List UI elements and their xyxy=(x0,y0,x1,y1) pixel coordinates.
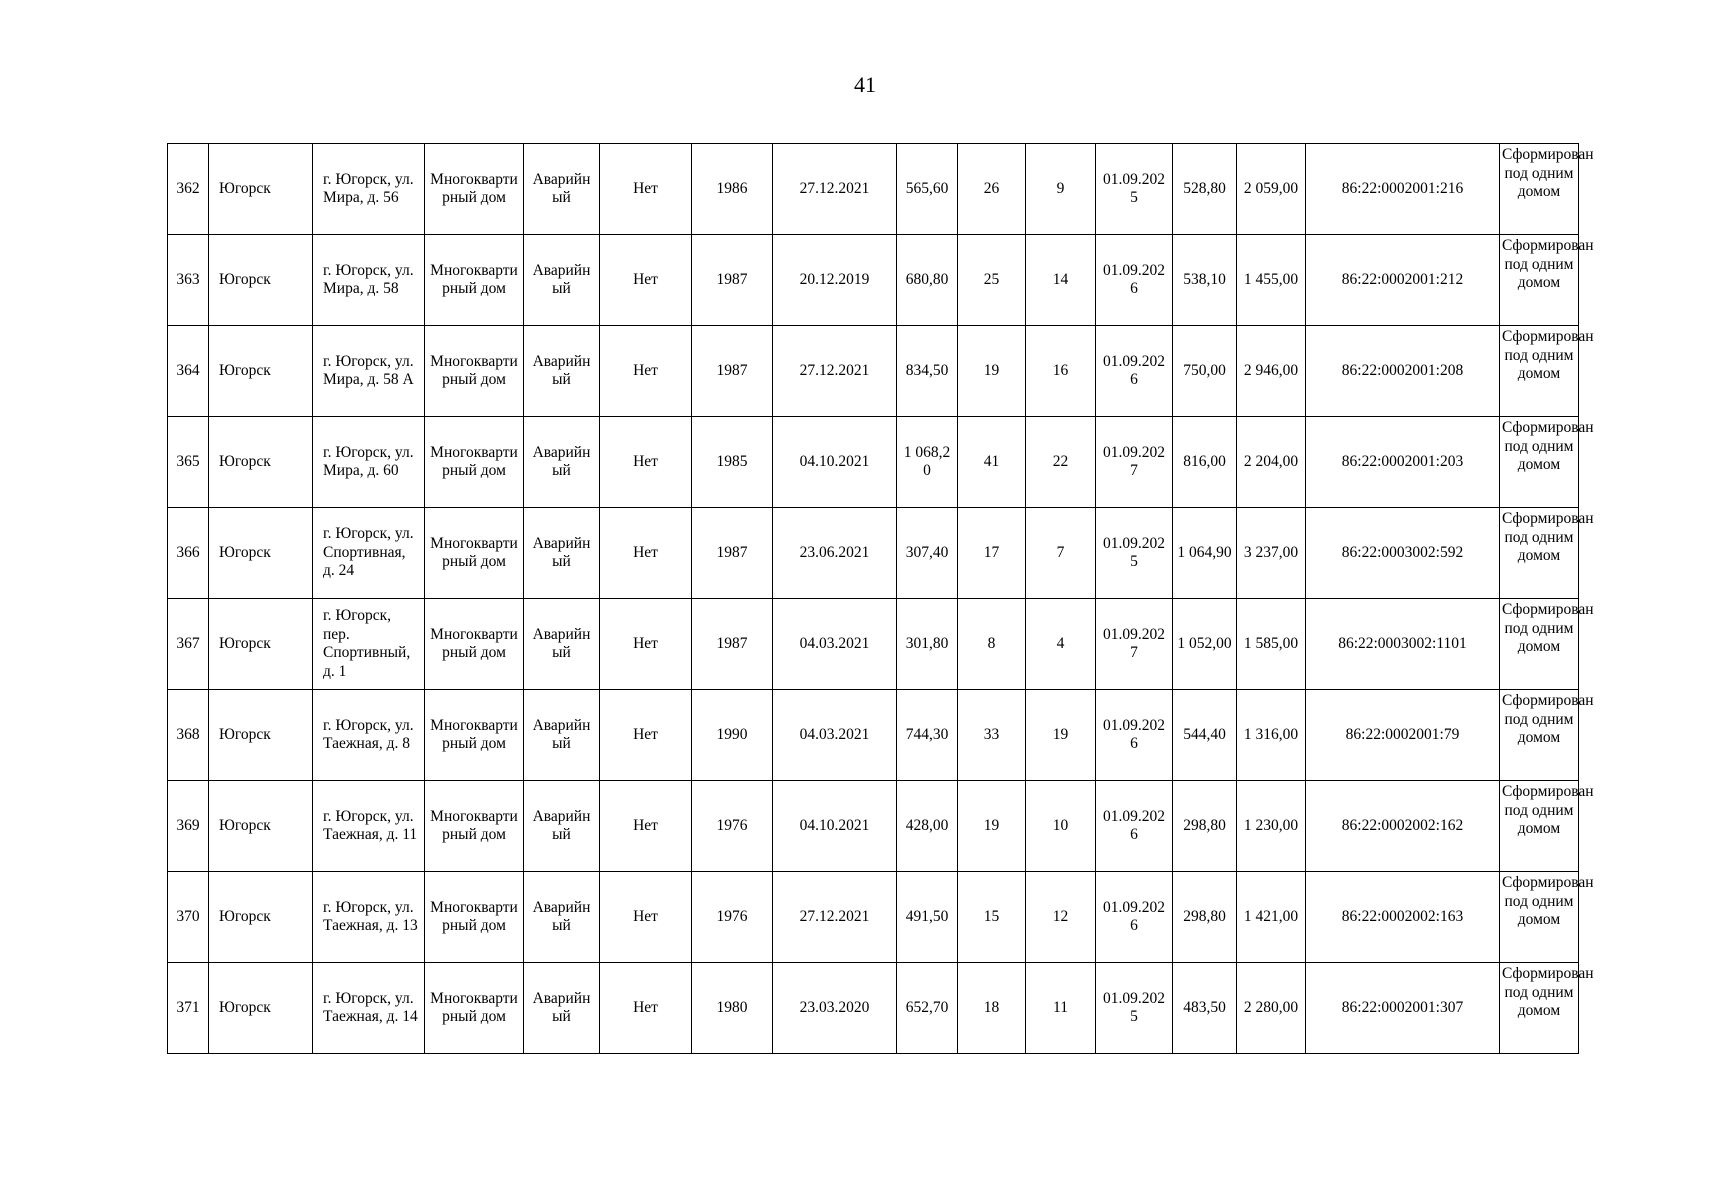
note-cell: Сформирован под одним домом xyxy=(1500,417,1579,508)
rooms-cell: 11 xyxy=(1026,963,1096,1054)
recognition-date-cell: 27.12.2021 xyxy=(773,326,897,417)
rooms-cell: 9 xyxy=(1026,144,1096,235)
status-cell: Аварийный xyxy=(524,690,600,781)
city-cell: Югорск xyxy=(209,690,313,781)
deadline-cell: 01.09.2026 xyxy=(1096,872,1173,963)
recognition-date-cell: 27.12.2021 xyxy=(773,144,897,235)
cadastral-number-cell: 86:22:0002001:212 xyxy=(1306,235,1500,326)
deadline-cell: 01.09.2025 xyxy=(1096,963,1173,1054)
flag-cell: Нет xyxy=(600,326,692,417)
rooms-cell: 7 xyxy=(1026,508,1096,599)
year-cell: 1987 xyxy=(692,599,773,690)
row-number-cell: 365 xyxy=(168,417,209,508)
status-cell: Аварийный xyxy=(524,326,600,417)
page-number: 41 xyxy=(854,72,876,97)
residents-cell: 41 xyxy=(958,417,1026,508)
flag-cell: Нет xyxy=(600,781,692,872)
residents-cell: 18 xyxy=(958,963,1026,1054)
address-cell: г. Югорск, ул. Таежная, д. 13 xyxy=(313,872,425,963)
recognition-date-cell: 23.06.2021 xyxy=(773,508,897,599)
city-cell: Югорск xyxy=(209,872,313,963)
total-area-cell: 652,70 xyxy=(897,963,958,1054)
status-cell: Аварийный xyxy=(524,417,600,508)
note-cell: Сформирован под одним домом xyxy=(1500,508,1579,599)
city-cell: Югорск xyxy=(209,781,313,872)
status-cell: Аварийный xyxy=(524,872,600,963)
row-number-cell: 364 xyxy=(168,326,209,417)
total-area-cell: 491,50 xyxy=(897,872,958,963)
address-cell: г. Югорск, ул. Таежная, д. 8 xyxy=(313,690,425,781)
cadastral-number-cell: 86:22:0002001:208 xyxy=(1306,326,1500,417)
deadline-cell: 01.09.2026 xyxy=(1096,690,1173,781)
building-type-cell: Многоквартирный дом xyxy=(425,872,524,963)
row-number-cell: 362 xyxy=(168,144,209,235)
table-row xyxy=(168,872,1579,963)
cadastral-number-cell: 86:22:0002002:162 xyxy=(1306,781,1500,872)
table-row xyxy=(168,690,1579,781)
cadastral-number-cell: 86:22:0002001:203 xyxy=(1306,417,1500,508)
table-row xyxy=(168,326,1579,417)
note-cell: Сформирован под одним домом xyxy=(1500,690,1579,781)
status-cell: Аварийный xyxy=(524,144,600,235)
cost-cell: 1 316,00 xyxy=(1237,690,1306,781)
cadastral-number-cell: 86:22:0002001:307 xyxy=(1306,963,1500,1054)
rooms-cell: 14 xyxy=(1026,235,1096,326)
year-cell: 1987 xyxy=(692,326,773,417)
deadline-cell: 01.09.2026 xyxy=(1096,781,1173,872)
living-area-cell: 528,80 xyxy=(1173,144,1237,235)
cost-cell: 1 230,00 xyxy=(1237,781,1306,872)
row-number-cell: 371 xyxy=(168,963,209,1054)
table-row xyxy=(168,781,1579,872)
city-cell: Югорск xyxy=(209,508,313,599)
building-type-cell: Многоквартирный дом xyxy=(425,599,524,690)
note-cell: Сформирован под одним домом xyxy=(1500,872,1579,963)
residents-cell: 25 xyxy=(958,235,1026,326)
city-cell: Югорск xyxy=(209,417,313,508)
living-area-cell: 816,00 xyxy=(1173,417,1237,508)
flag-cell: Нет xyxy=(600,417,692,508)
table-body xyxy=(168,144,1594,1054)
cadastral-number-cell: 86:22:0003002:592 xyxy=(1306,508,1500,599)
flag-cell: Нет xyxy=(600,690,692,781)
recognition-date-cell: 20.12.2019 xyxy=(773,235,897,326)
status-cell: Аварийный xyxy=(524,235,600,326)
year-cell: 1987 xyxy=(692,235,773,326)
flag-cell: Нет xyxy=(600,235,692,326)
recognition-date-cell: 04.10.2021 xyxy=(773,417,897,508)
residents-cell: 33 xyxy=(958,690,1026,781)
recognition-date-cell: 04.10.2021 xyxy=(773,781,897,872)
cost-cell: 1 455,00 xyxy=(1237,235,1306,326)
rooms-cell: 12 xyxy=(1026,872,1096,963)
city-cell: Югорск xyxy=(209,599,313,690)
residents-cell: 15 xyxy=(958,872,1026,963)
cost-cell: 1 421,00 xyxy=(1237,872,1306,963)
rooms-cell: 10 xyxy=(1026,781,1096,872)
flag-cell: Нет xyxy=(600,144,692,235)
city-cell: Югорск xyxy=(209,963,313,1054)
status-cell: Аварийный xyxy=(524,963,600,1054)
housing-registry-table xyxy=(167,143,1594,1054)
living-area-cell: 298,80 xyxy=(1173,781,1237,872)
row-number-cell: 363 xyxy=(168,235,209,326)
note-cell: Сформирован под одним домом xyxy=(1500,599,1579,690)
status-cell: Аварийный xyxy=(524,599,600,690)
year-cell: 1976 xyxy=(692,872,773,963)
year-cell: 1976 xyxy=(692,781,773,872)
table-row xyxy=(168,417,1579,508)
row-number-cell: 370 xyxy=(168,872,209,963)
address-cell: г. Югорск, ул. Таежная, д. 11 xyxy=(313,781,425,872)
address-cell: г. Югорск, ул. Мира, д. 58 А xyxy=(313,326,425,417)
building-type-cell: Многоквартирный дом xyxy=(425,326,524,417)
living-area-cell: 1 052,00 xyxy=(1173,599,1237,690)
address-cell: г. Югорск, ул. Мира, д. 56 xyxy=(313,144,425,235)
living-area-cell: 544,40 xyxy=(1173,690,1237,781)
cost-cell: 3 237,00 xyxy=(1237,508,1306,599)
address-cell: г. Югорск, ул. Мира, д. 60 xyxy=(313,417,425,508)
flag-cell: Нет xyxy=(600,508,692,599)
living-area-cell: 538,10 xyxy=(1173,235,1237,326)
total-area-cell: 1 068,20 xyxy=(897,417,958,508)
year-cell: 1990 xyxy=(692,690,773,781)
cost-cell: 1 585,00 xyxy=(1237,599,1306,690)
cost-cell: 2 946,00 xyxy=(1237,326,1306,417)
cadastral-number-cell: 86:22:0002001:79 xyxy=(1306,690,1500,781)
row-number-cell: 367 xyxy=(168,599,209,690)
total-area-cell: 565,60 xyxy=(897,144,958,235)
city-cell: Югорск xyxy=(209,326,313,417)
table-row xyxy=(168,235,1579,326)
total-area-cell: 307,40 xyxy=(897,508,958,599)
living-area-cell: 750,00 xyxy=(1173,326,1237,417)
note-cell: Сформирован под одним домом xyxy=(1500,781,1579,872)
total-area-cell: 680,80 xyxy=(897,235,958,326)
flag-cell: Нет xyxy=(600,599,692,690)
status-cell: Аварийный xyxy=(524,781,600,872)
table-row xyxy=(168,963,1579,1054)
rooms-cell: 16 xyxy=(1026,326,1096,417)
table-row xyxy=(168,508,1579,599)
residents-cell: 19 xyxy=(958,326,1026,417)
cadastral-number-cell: 86:22:0003002:1101 xyxy=(1306,599,1500,690)
deadline-cell: 01.09.2027 xyxy=(1096,417,1173,508)
recognition-date-cell: 23.03.2020 xyxy=(773,963,897,1054)
flag-cell: Нет xyxy=(600,963,692,1054)
recognition-date-cell: 04.03.2021 xyxy=(773,690,897,781)
building-type-cell: Многоквартирный дом xyxy=(425,235,524,326)
deadline-cell: 01.09.2027 xyxy=(1096,599,1173,690)
rooms-cell: 19 xyxy=(1026,690,1096,781)
year-cell: 1980 xyxy=(692,963,773,1054)
cadastral-number-cell: 86:22:0002001:216 xyxy=(1306,144,1500,235)
recognition-date-cell: 04.03.2021 xyxy=(773,599,897,690)
deadline-cell: 01.09.2025 xyxy=(1096,144,1173,235)
residents-cell: 26 xyxy=(958,144,1026,235)
year-cell: 1987 xyxy=(692,508,773,599)
building-type-cell: Многоквартирный дом xyxy=(425,781,524,872)
cost-cell: 2 204,00 xyxy=(1237,417,1306,508)
deadline-cell: 01.09.2025 xyxy=(1096,508,1173,599)
note-cell: Сформирован под одним домом xyxy=(1500,235,1579,326)
row-number-cell: 368 xyxy=(168,690,209,781)
building-type-cell: Многоквартирный дом xyxy=(425,690,524,781)
cost-cell: 2 059,00 xyxy=(1237,144,1306,235)
deadline-cell: 01.09.2026 xyxy=(1096,235,1173,326)
city-cell: Югорск xyxy=(209,144,313,235)
deadline-cell: 01.09.2026 xyxy=(1096,326,1173,417)
table-row xyxy=(168,144,1579,235)
table-row xyxy=(168,599,1579,690)
rooms-cell: 4 xyxy=(1026,599,1096,690)
living-area-cell: 298,80 xyxy=(1173,872,1237,963)
residents-cell: 8 xyxy=(958,599,1026,690)
residents-cell: 17 xyxy=(958,508,1026,599)
note-cell: Сформирован под одним домом xyxy=(1500,963,1579,1054)
flag-cell: Нет xyxy=(600,872,692,963)
cadastral-number-cell: 86:22:0002002:163 xyxy=(1306,872,1500,963)
living-area-cell: 1 064,90 xyxy=(1173,508,1237,599)
address-cell: г. Югорск, ул. Спортивная, д. 24 xyxy=(313,508,425,599)
building-type-cell: Многоквартирный дом xyxy=(425,417,524,508)
total-area-cell: 428,00 xyxy=(897,781,958,872)
building-type-cell: Многоквартирный дом xyxy=(425,508,524,599)
total-area-cell: 744,30 xyxy=(897,690,958,781)
year-cell: 1985 xyxy=(692,417,773,508)
total-area-cell: 834,50 xyxy=(897,326,958,417)
building-type-cell: Многоквартирный дом xyxy=(425,144,524,235)
living-area-cell: 483,50 xyxy=(1173,963,1237,1054)
year-cell: 1986 xyxy=(692,144,773,235)
address-cell: г. Югорск, пер. Спортивный, д. 1 xyxy=(313,599,425,690)
note-cell: Сформирован под одним домом xyxy=(1500,144,1579,235)
address-cell: г. Югорск, ул. Таежная, д. 14 xyxy=(313,963,425,1054)
note-cell: Сформирован под одним домом xyxy=(1500,326,1579,417)
cost-cell: 2 280,00 xyxy=(1237,963,1306,1054)
building-type-cell: Многоквартирный дом xyxy=(425,963,524,1054)
row-number-cell: 366 xyxy=(168,508,209,599)
city-cell: Югорск xyxy=(209,235,313,326)
residents-cell: 19 xyxy=(958,781,1026,872)
status-cell: Аварийный xyxy=(524,508,600,599)
row-number-cell: 369 xyxy=(168,781,209,872)
total-area-cell: 301,80 xyxy=(897,599,958,690)
recognition-date-cell: 27.12.2021 xyxy=(773,872,897,963)
rooms-cell: 22 xyxy=(1026,417,1096,508)
address-cell: г. Югорск, ул. Мира, д. 58 xyxy=(313,235,425,326)
